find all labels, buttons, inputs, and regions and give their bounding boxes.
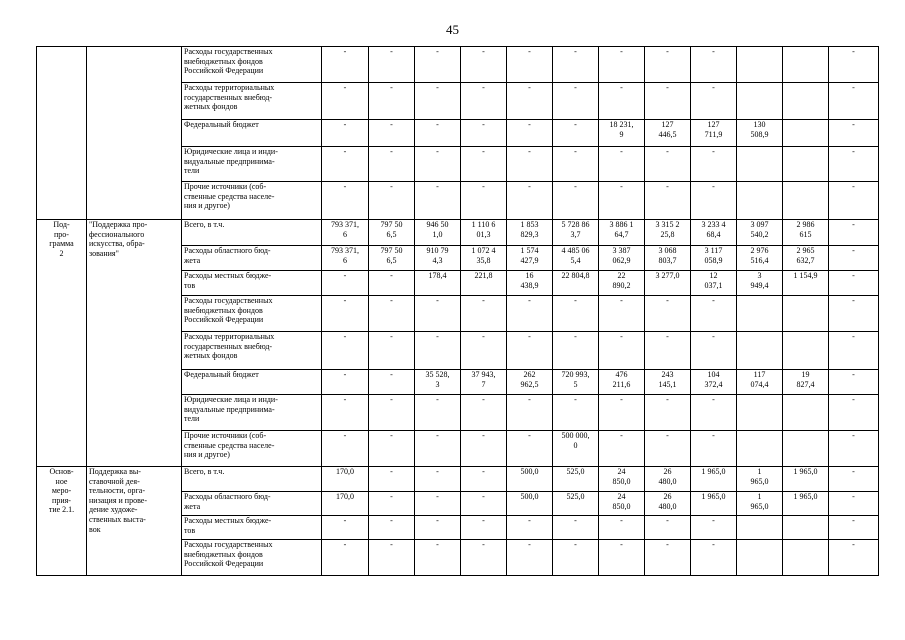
amount-cell: - bbox=[829, 332, 879, 370]
amount-cell: - bbox=[829, 182, 879, 220]
amount-cell: - bbox=[507, 395, 553, 431]
program-code-cell: Под- про- грамма 2 bbox=[37, 220, 87, 467]
amount-cell: - bbox=[829, 271, 879, 296]
amount-cell: 500,0 bbox=[507, 492, 553, 516]
amount-cell: - bbox=[415, 516, 461, 540]
funding-source-cell: Расходы областного бюд- жета bbox=[182, 492, 322, 516]
amount-cell: - bbox=[829, 83, 879, 120]
amount-cell bbox=[783, 83, 829, 120]
amount-cell: - bbox=[599, 147, 645, 182]
amount-cell: 1 574 427,9 bbox=[507, 246, 553, 271]
amount-cell: - bbox=[599, 83, 645, 120]
amount-cell: 1 853 829,3 bbox=[507, 220, 553, 246]
amount-cell: - bbox=[369, 271, 415, 296]
amount-cell: 3 387 062,9 bbox=[599, 246, 645, 271]
amount-cell: - bbox=[645, 182, 691, 220]
amount-cell: - bbox=[691, 540, 737, 576]
amount-cell: - bbox=[322, 296, 369, 332]
amount-cell: - bbox=[599, 296, 645, 332]
amount-cell: 3 315 2 25,8 bbox=[645, 220, 691, 246]
amount-cell: 797 50 6,5 bbox=[369, 246, 415, 271]
amount-cell: 946 50 1,0 bbox=[415, 220, 461, 246]
amount-cell: - bbox=[415, 147, 461, 182]
amount-cell: - bbox=[645, 332, 691, 370]
amount-cell: 117 074,4 bbox=[737, 370, 783, 395]
amount-cell: 130 508,9 bbox=[737, 120, 783, 147]
table-row bbox=[37, 47, 879, 83]
amount-cell: - bbox=[553, 395, 599, 431]
amount-cell: - bbox=[415, 395, 461, 431]
amount-cell: 22 804,8 bbox=[553, 271, 599, 296]
amount-cell: 26 480,0 bbox=[645, 467, 691, 492]
amount-cell bbox=[737, 395, 783, 431]
amount-cell: - bbox=[461, 83, 507, 120]
table-row bbox=[37, 220, 879, 246]
amount-cell: 12 037,1 bbox=[691, 271, 737, 296]
amount-cell: 500 000, 0 bbox=[553, 431, 599, 467]
amount-cell: - bbox=[553, 182, 599, 220]
amount-cell: - bbox=[507, 47, 553, 83]
amount-cell: 24 850,0 bbox=[599, 492, 645, 516]
amount-cell: - bbox=[507, 147, 553, 182]
amount-cell: - bbox=[691, 47, 737, 83]
amount-cell: - bbox=[829, 516, 879, 540]
amount-cell: - bbox=[507, 296, 553, 332]
amount-cell bbox=[783, 120, 829, 147]
amount-cell: - bbox=[322, 47, 369, 83]
amount-cell: 5 728 86 3,7 bbox=[553, 220, 599, 246]
amount-cell: - bbox=[599, 47, 645, 83]
amount-cell bbox=[737, 431, 783, 467]
amount-cell: - bbox=[415, 540, 461, 576]
funding-source-cell: Прочие источники (соб- ственные средства населе- ния и другое) bbox=[182, 431, 322, 467]
program-code-cell: Основ- ное меро- прия- тие 2.1. bbox=[37, 467, 87, 576]
amount-cell: - bbox=[369, 296, 415, 332]
amount-cell bbox=[737, 296, 783, 332]
budget-table bbox=[36, 46, 879, 576]
amount-cell: 19 827,4 bbox=[783, 370, 829, 395]
amount-cell: 3 277,0 bbox=[645, 271, 691, 296]
amount-cell: - bbox=[829, 246, 879, 271]
amount-cell: - bbox=[645, 47, 691, 83]
amount-cell: - bbox=[369, 467, 415, 492]
amount-cell: - bbox=[691, 516, 737, 540]
amount-cell: - bbox=[691, 182, 737, 220]
funding-source-cell: Всего, в т.ч. bbox=[182, 467, 322, 492]
amount-cell: - bbox=[415, 120, 461, 147]
amount-cell: 178,4 bbox=[415, 271, 461, 296]
amount-cell: 525,0 bbox=[553, 467, 599, 492]
funding-source-cell: Расходы государственных внебюджетных фондов Российской Федерации bbox=[182, 296, 322, 332]
amount-cell: 1 965,0 bbox=[783, 492, 829, 516]
amount-cell: 793 371, 6 bbox=[322, 220, 369, 246]
amount-cell: - bbox=[553, 332, 599, 370]
amount-cell: - bbox=[507, 182, 553, 220]
amount-cell: 243 145,1 bbox=[645, 370, 691, 395]
amount-cell: - bbox=[691, 395, 737, 431]
amount-cell: - bbox=[322, 182, 369, 220]
funding-source-cell: Расходы местных бюдже- тов bbox=[182, 271, 322, 296]
amount-cell: - bbox=[322, 271, 369, 296]
amount-cell: - bbox=[461, 296, 507, 332]
amount-cell: - bbox=[599, 182, 645, 220]
amount-cell: - bbox=[369, 540, 415, 576]
amount-cell: 262 962,5 bbox=[507, 370, 553, 395]
amount-cell: - bbox=[691, 83, 737, 120]
amount-cell: - bbox=[599, 395, 645, 431]
amount-cell: - bbox=[829, 395, 879, 431]
funding-source-cell: Прочие источники (соб- ственные средства населе- ния и другое) bbox=[182, 182, 322, 220]
amount-cell: - bbox=[415, 492, 461, 516]
program-code-cell bbox=[37, 47, 87, 220]
amount-cell: - bbox=[369, 370, 415, 395]
amount-cell: - bbox=[369, 47, 415, 83]
amount-cell: - bbox=[553, 120, 599, 147]
amount-cell bbox=[783, 516, 829, 540]
amount-cell: 37 943, 7 bbox=[461, 370, 507, 395]
amount-cell bbox=[737, 516, 783, 540]
funding-source-cell: Расходы областного бюд- жета bbox=[182, 246, 322, 271]
amount-cell: - bbox=[322, 120, 369, 147]
amount-cell: - bbox=[599, 332, 645, 370]
program-title-cell: "Поддержка про- фессионального искусства, обра- зования" bbox=[87, 220, 182, 467]
amount-cell: - bbox=[369, 431, 415, 467]
amount-cell: - bbox=[461, 431, 507, 467]
amount-cell: - bbox=[691, 296, 737, 332]
amount-cell: - bbox=[322, 431, 369, 467]
amount-cell: 127 446,5 bbox=[645, 120, 691, 147]
amount-cell: 2 965 632,7 bbox=[783, 246, 829, 271]
amount-cell: - bbox=[461, 395, 507, 431]
amount-cell: 500,0 bbox=[507, 467, 553, 492]
amount-cell: - bbox=[461, 540, 507, 576]
amount-cell: 1 965,0 bbox=[783, 467, 829, 492]
amount-cell: - bbox=[645, 540, 691, 576]
table-body bbox=[37, 47, 879, 576]
amount-cell: - bbox=[645, 147, 691, 182]
amount-cell: 16 438,9 bbox=[507, 271, 553, 296]
amount-cell: - bbox=[322, 516, 369, 540]
amount-cell bbox=[737, 147, 783, 182]
amount-cell: - bbox=[369, 395, 415, 431]
amount-cell: 3 949,4 bbox=[737, 271, 783, 296]
funding-source-cell: Всего, в т.ч. bbox=[182, 220, 322, 246]
amount-cell: - bbox=[322, 395, 369, 431]
amount-cell: 22 890,2 bbox=[599, 271, 645, 296]
amount-cell: - bbox=[322, 83, 369, 120]
table-row bbox=[37, 467, 879, 492]
amount-cell: - bbox=[507, 332, 553, 370]
amount-cell: - bbox=[369, 182, 415, 220]
amount-cell: - bbox=[829, 467, 879, 492]
amount-cell: - bbox=[691, 147, 737, 182]
amount-cell: 4 485 06 5,4 bbox=[553, 246, 599, 271]
amount-cell: 1 965,0 bbox=[691, 492, 737, 516]
amount-cell: 170,0 bbox=[322, 492, 369, 516]
amount-cell: - bbox=[415, 182, 461, 220]
amount-cell: 476 211,6 bbox=[599, 370, 645, 395]
amount-cell: - bbox=[369, 147, 415, 182]
amount-cell: 3 886 1 64,7 bbox=[599, 220, 645, 246]
amount-cell bbox=[783, 395, 829, 431]
amount-cell: - bbox=[553, 296, 599, 332]
program-title-cell: Поддержка вы- ставочной дея- тельности, орга- низация и прове- дение художе- ственных выста- вок bbox=[87, 467, 182, 576]
amount-cell: - bbox=[415, 332, 461, 370]
amount-cell: - bbox=[553, 540, 599, 576]
amount-cell: - bbox=[322, 147, 369, 182]
amount-cell bbox=[737, 47, 783, 83]
amount-cell: 35 528, 3 bbox=[415, 370, 461, 395]
amount-cell: - bbox=[461, 182, 507, 220]
amount-cell: - bbox=[599, 540, 645, 576]
amount-cell: - bbox=[461, 147, 507, 182]
amount-cell: - bbox=[645, 83, 691, 120]
amount-cell: - bbox=[829, 296, 879, 332]
amount-cell: - bbox=[829, 220, 879, 246]
amount-cell: 24 850,0 bbox=[599, 467, 645, 492]
amount-cell: - bbox=[322, 370, 369, 395]
amount-cell: 170,0 bbox=[322, 467, 369, 492]
amount-cell: - bbox=[415, 467, 461, 492]
amount-cell: - bbox=[507, 516, 553, 540]
amount-cell: 26 480,0 bbox=[645, 492, 691, 516]
amount-cell: 797 50 6,5 bbox=[369, 220, 415, 246]
amount-cell: 525,0 bbox=[553, 492, 599, 516]
amount-cell: 18 231, 9 bbox=[599, 120, 645, 147]
amount-cell: - bbox=[645, 296, 691, 332]
amount-cell: - bbox=[829, 431, 879, 467]
amount-cell: - bbox=[829, 492, 879, 516]
page-number: 45 bbox=[446, 22, 459, 37]
amount-cell: 1 965,0 bbox=[737, 467, 783, 492]
amount-cell: - bbox=[415, 296, 461, 332]
funding-source-cell: Расходы государственных внебюджетных фондов Российской Федерации bbox=[182, 47, 322, 83]
amount-cell: - bbox=[507, 431, 553, 467]
amount-cell: - bbox=[645, 395, 691, 431]
amount-cell bbox=[737, 83, 783, 120]
amount-cell bbox=[783, 296, 829, 332]
amount-cell: - bbox=[553, 516, 599, 540]
funding-source-cell: Расходы государственных внебюджетных фондов Российской Федерации bbox=[182, 540, 322, 576]
amount-cell: - bbox=[507, 540, 553, 576]
amount-cell bbox=[783, 182, 829, 220]
amount-cell: - bbox=[461, 467, 507, 492]
funding-source-cell: Расходы территориальных государственных внебюд- жетных фондов bbox=[182, 83, 322, 120]
amount-cell: - bbox=[369, 83, 415, 120]
amount-cell: - bbox=[599, 431, 645, 467]
amount-cell bbox=[783, 147, 829, 182]
amount-cell: - bbox=[829, 120, 879, 147]
amount-cell: 3 068 803,7 bbox=[645, 246, 691, 271]
amount-cell bbox=[737, 540, 783, 576]
amount-cell bbox=[737, 332, 783, 370]
amount-cell: 1 965,0 bbox=[691, 467, 737, 492]
amount-cell: - bbox=[645, 431, 691, 467]
amount-cell: - bbox=[415, 83, 461, 120]
funding-source-cell: Расходы местных бюдже- тов bbox=[182, 516, 322, 540]
amount-cell: 793 371, 6 bbox=[322, 246, 369, 271]
amount-cell: 3 117 058,9 bbox=[691, 246, 737, 271]
amount-cell bbox=[783, 332, 829, 370]
amount-cell: 910 79 4,3 bbox=[415, 246, 461, 271]
amount-cell: - bbox=[553, 83, 599, 120]
amount-cell: - bbox=[369, 492, 415, 516]
amount-cell: - bbox=[507, 120, 553, 147]
amount-cell: 221,8 bbox=[461, 271, 507, 296]
amount-cell: 3 233 4 68,4 bbox=[691, 220, 737, 246]
program-title-cell bbox=[87, 47, 182, 220]
amount-cell: - bbox=[461, 516, 507, 540]
amount-cell: - bbox=[599, 516, 645, 540]
amount-cell: - bbox=[829, 540, 879, 576]
funding-source-cell: Федеральный бюджет bbox=[182, 370, 322, 395]
amount-cell: - bbox=[461, 47, 507, 83]
amount-cell: - bbox=[415, 431, 461, 467]
funding-source-cell: Расходы территориальных государственных внебюд- жетных фондов bbox=[182, 332, 322, 370]
amount-cell: 127 711,9 bbox=[691, 120, 737, 147]
amount-cell: 2 986 615 bbox=[783, 220, 829, 246]
amount-cell: 1 110 6 01,3 bbox=[461, 220, 507, 246]
amount-cell: - bbox=[645, 516, 691, 540]
amount-cell: 2 976 516,4 bbox=[737, 246, 783, 271]
amount-cell: - bbox=[507, 83, 553, 120]
amount-cell bbox=[783, 540, 829, 576]
funding-source-cell: Юридические лица и инди- видуальные предпринима- тели bbox=[182, 147, 322, 182]
amount-cell: - bbox=[553, 147, 599, 182]
amount-cell: 1 072 4 35,8 bbox=[461, 246, 507, 271]
amount-cell bbox=[783, 47, 829, 83]
amount-cell: 3 097 540,2 bbox=[737, 220, 783, 246]
funding-source-cell: Федеральный бюджет bbox=[182, 120, 322, 147]
amount-cell: - bbox=[369, 332, 415, 370]
amount-cell: 720 993, 5 bbox=[553, 370, 599, 395]
amount-cell: - bbox=[691, 431, 737, 467]
amount-cell bbox=[783, 431, 829, 467]
amount-cell: 1 965,0 bbox=[737, 492, 783, 516]
amount-cell: - bbox=[461, 120, 507, 147]
amount-cell: - bbox=[829, 147, 879, 182]
amount-cell: - bbox=[829, 47, 879, 83]
amount-cell: - bbox=[461, 332, 507, 370]
amount-cell: - bbox=[553, 47, 599, 83]
amount-cell: - bbox=[369, 120, 415, 147]
amount-cell: - bbox=[322, 332, 369, 370]
amount-cell bbox=[737, 182, 783, 220]
amount-cell: - bbox=[461, 492, 507, 516]
amount-cell: - bbox=[829, 370, 879, 395]
amount-cell: - bbox=[369, 516, 415, 540]
amount-cell: - bbox=[322, 540, 369, 576]
amount-cell: - bbox=[415, 47, 461, 83]
funding-source-cell: Юридические лица и инди- видуальные предпринима- тели bbox=[182, 395, 322, 431]
amount-cell: 1 154,9 bbox=[783, 271, 829, 296]
amount-cell: 104 372,4 bbox=[691, 370, 737, 395]
amount-cell: - bbox=[691, 332, 737, 370]
